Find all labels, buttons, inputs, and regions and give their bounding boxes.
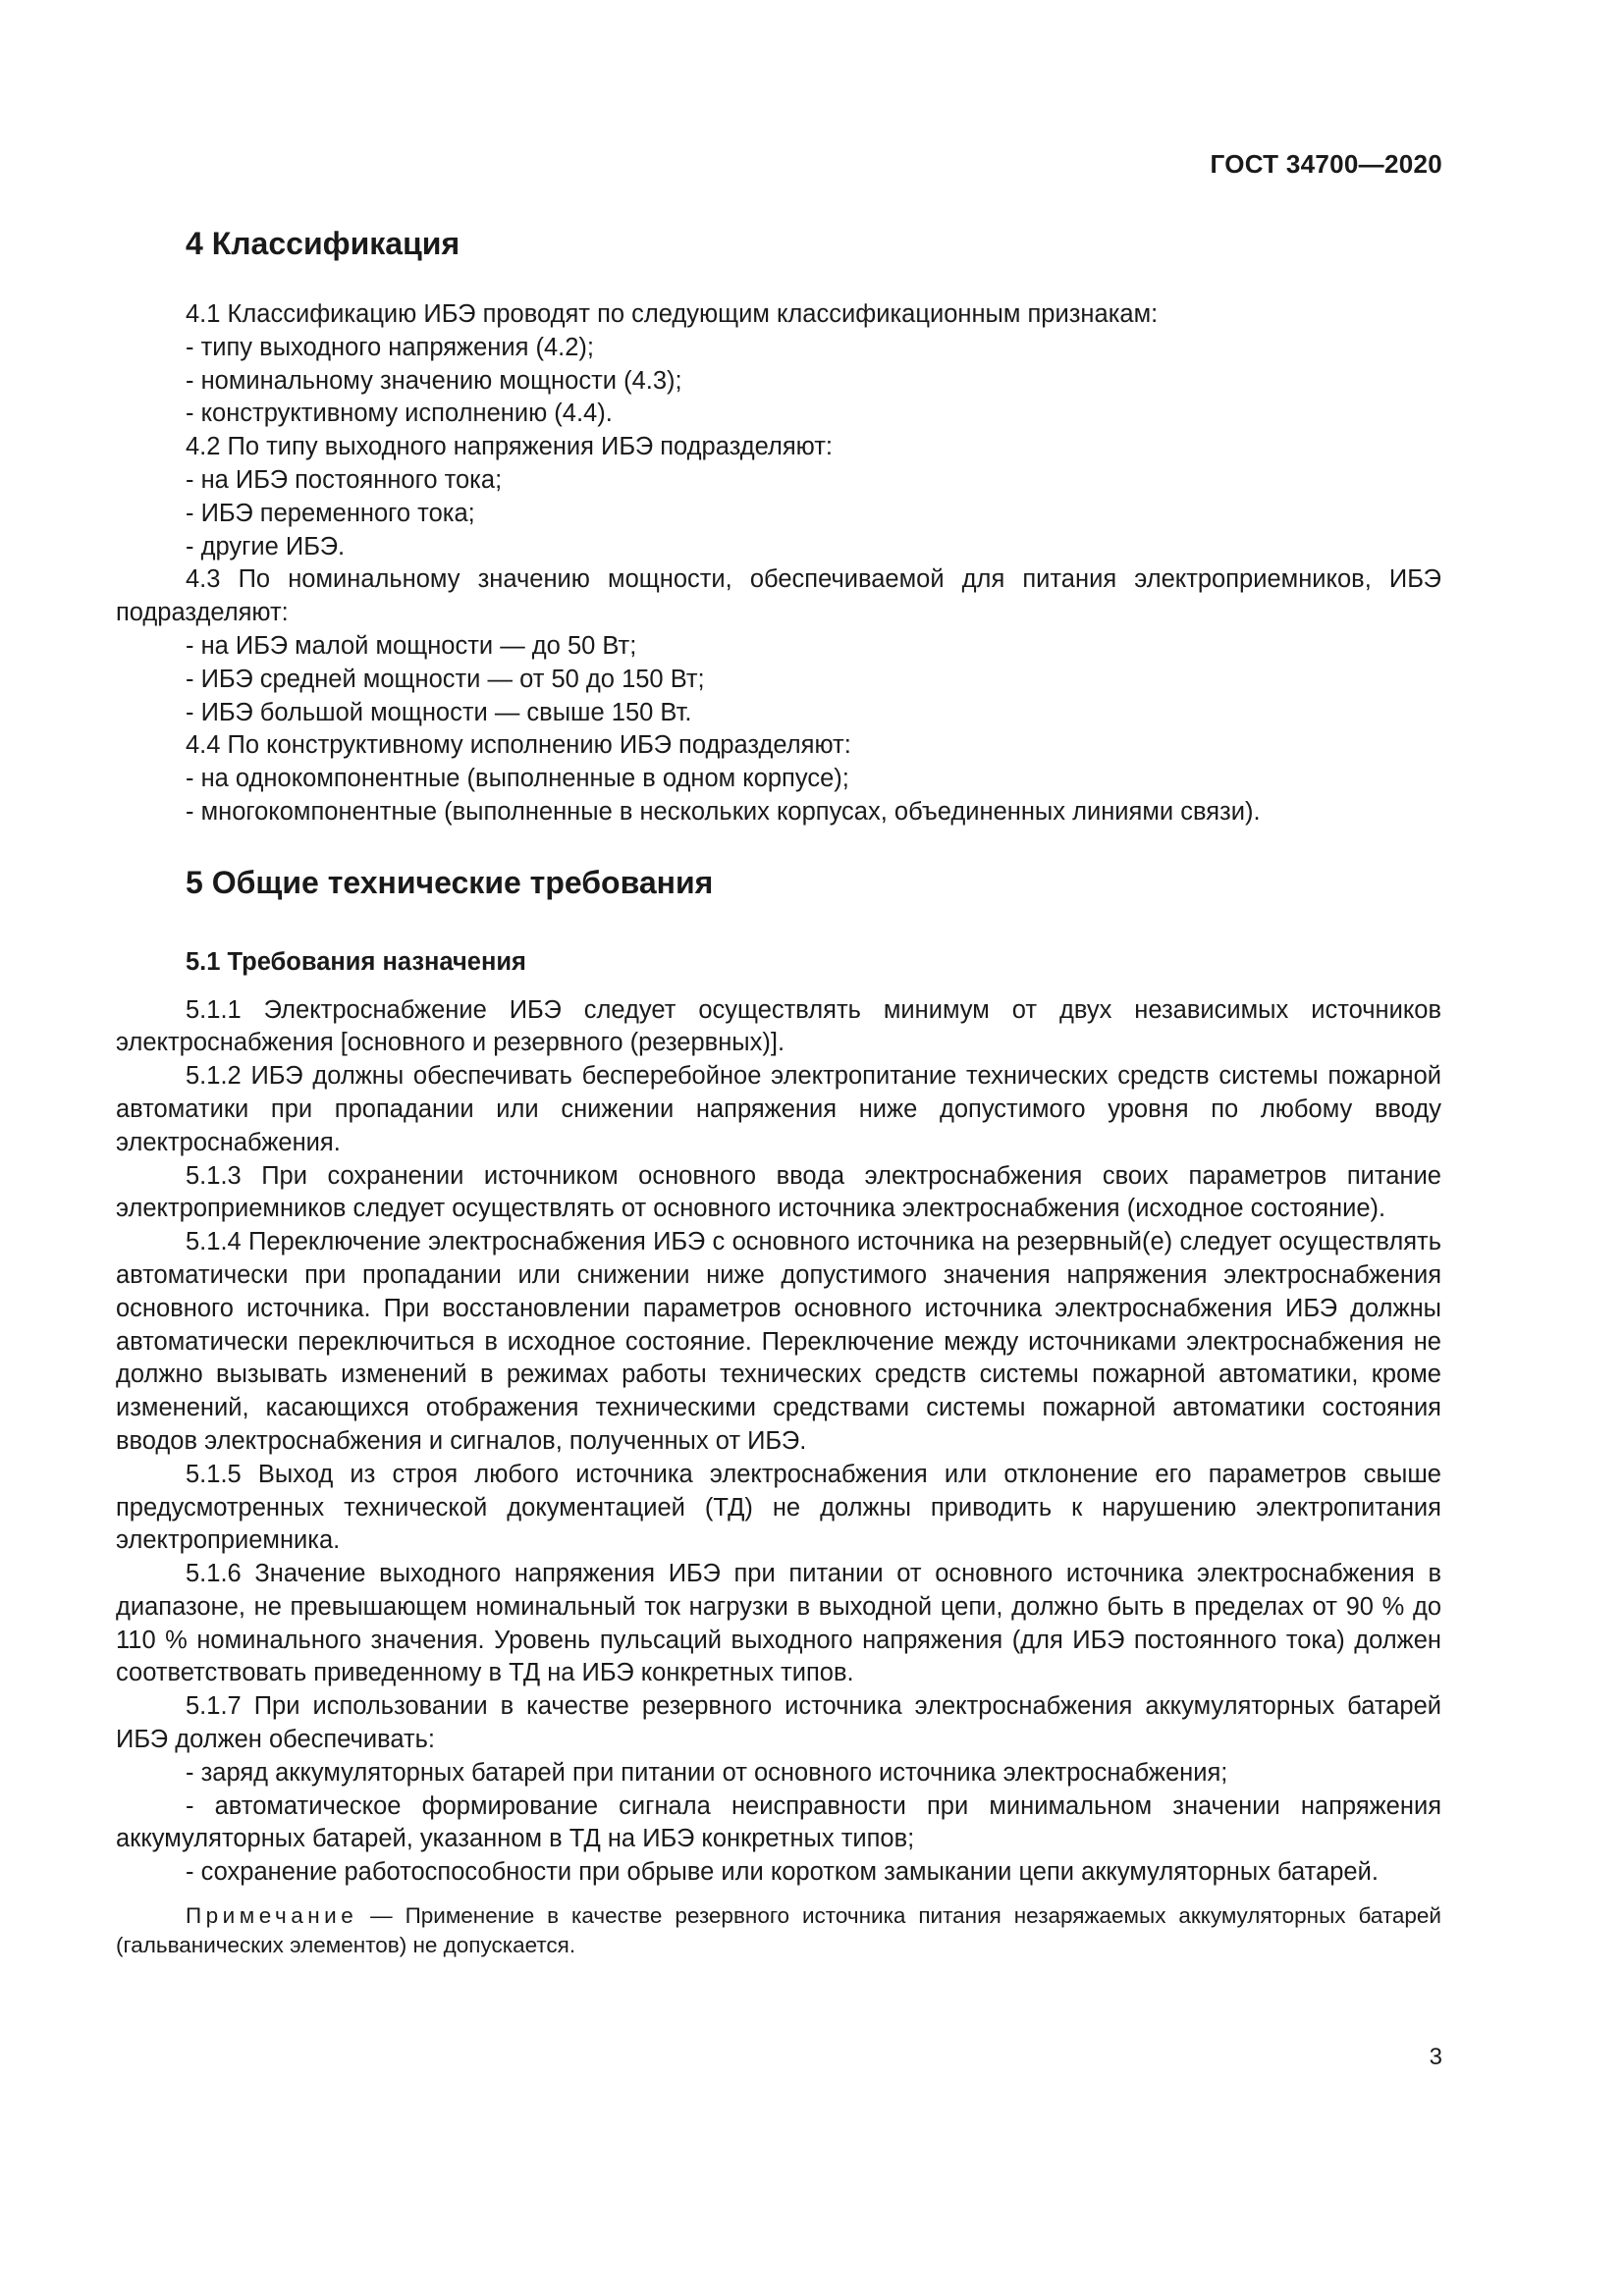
list-item: - ИБЭ большой мощности — свыше 150 Вт. [186, 698, 692, 726]
paragraph-5-1-3: 5.1.3 При сохранении источником основного ввода электроснабжения своих параметров питание электроприемников следует осуществлять от основного источника электроснабжения (исходное состояние). [116, 1161, 1441, 1223]
list-item: - многокомпонентные (выполненные в нескольких корпусах, объединенных линиями связи). [186, 797, 1261, 826]
paragraph-4-2: 4.2 По типу выходного напряжения ИБЭ подразделяют: [186, 433, 833, 461]
list-item: - ИБЭ средней мощности — от 50 до 150 Вт; [186, 665, 705, 693]
list-item: - типу выходного напряжения (4.2); [186, 333, 595, 361]
note-text: — Применение в качестве резервного источника питания незаряжаемых аккумуляторных батарей (гальванических элементов) не допускается. [116, 1903, 1441, 1958]
paragraph-4-4: 4.4 По конструктивному исполнению ИБЭ подразделяют: [186, 731, 851, 760]
list-item: - на однокомпонентные (выполненные в одном корпусе); [186, 765, 849, 793]
list-item: - ИБЭ переменного тока; [186, 499, 475, 527]
paragraph-5-1-6: 5.1.6 Значение выходного напряжения ИБЭ при питании от основного источника электроснабжения в диапазоне, не превышающем номинальный ток нагрузки в выходной цепи, должно быть в пределах от 90 % до 110 % номинального значения. Уровень пульсаций выходного напряжения (для ИБЭ постоянного тока) должен соответствовать приведенному в ТД на ИБЭ конкретных типов. [116, 1560, 1441, 1687]
subsection-5-1-title: 5.1 Требования назначения [186, 947, 526, 976]
section-4-title: 4 Классификация [186, 226, 460, 261]
paragraph-4-1: 4.1 Классификацию ИБЭ проводят по следующим классификационным признакам: [186, 300, 1159, 328]
page-body [116, 224, 1441, 1960]
paragraph-5-1-7: 5.1.7 При использовании в качестве резервного источника электроснабжения аккумуляторных батарей ИБЭ должен обеспечивать: [116, 1692, 1441, 1754]
note [116, 1901, 1441, 1960]
paragraph-5-1-2: 5.1.2 ИБЭ должны обеспечивать бесперебойное электропитание технических средств системы пожарной автоматики при пропадании или снижении напряжения ниже допустимого уровня по любому вводу электроснабжения. [116, 1062, 1441, 1156]
document-designation: ГОСТ 34700—2020 [1210, 149, 1442, 179]
page-number: 3 [1429, 2044, 1442, 2070]
paragraph-5-1-1: 5.1.1 Электроснабжение ИБЭ следует осуществлять минимум от двух независимых источников электроснабжения [основного и резервного (резервных)]. [116, 995, 1441, 1057]
list-item: - на ИБЭ малой мощности — до 50 Вт; [186, 631, 637, 660]
list-item: - автоматическое формирование сигнала неисправности при минимальном значении напряжения аккумуляторных батарей, указанном в ТД на ИБЭ конкретных типов; [116, 1791, 1441, 1853]
paragraph-5-1-5: 5.1.5 Выход из строя любого источника электроснабжения или отклонение его параметров свыше предусмотренных технической документацией (ТД) не должны приводить к нарушению электропитания электроприемника. [116, 1460, 1441, 1555]
list-item: - на ИБЭ постоянного тока; [186, 465, 503, 494]
paragraph-4-3: 4.3 По номинальному значению мощности, обеспечиваемой для питания электроприемников, ИБЭ подразделяют: [116, 565, 1441, 627]
note-label: Примечание [186, 1903, 358, 1929]
section-5-title: 5 Общие технические требования [186, 864, 714, 900]
paragraph-5-1-4: 5.1.4 Переключение электроснабжения ИБЭ с основного источника на резервный(е) следует осуществлять автоматически при пропадании или снижении ниже допустимого значения напряжения электроснабжения основного источника. При восстановлении параметров основного источника электроснабжения ИБЭ должны автоматически переключиться в исходное состояние. Переключение между источниками электроснабжения не должно вызывать изменений в режимах работы технических средств системы пожарной автоматики, кроме изменений, касающихся отображения техническими средствами системы пожарной автоматики состояния вводов электроснабжения и сигналов, полученных от ИБЭ. [116, 1228, 1441, 1455]
list-item: - заряд аккумуляторных батарей при питании от основного источника электроснабжения; [186, 1758, 1228, 1787]
list-item: - конструктивному исполнению (4.4). [186, 400, 613, 428]
list-item: - другие ИБЭ. [186, 532, 346, 561]
list-item: - номинальному значению мощности (4.3); [186, 366, 682, 395]
list-item: - сохранение работоспособности при обрыве или коротком замыкании цепи аккумуляторных батарей. [186, 1858, 1379, 1887]
